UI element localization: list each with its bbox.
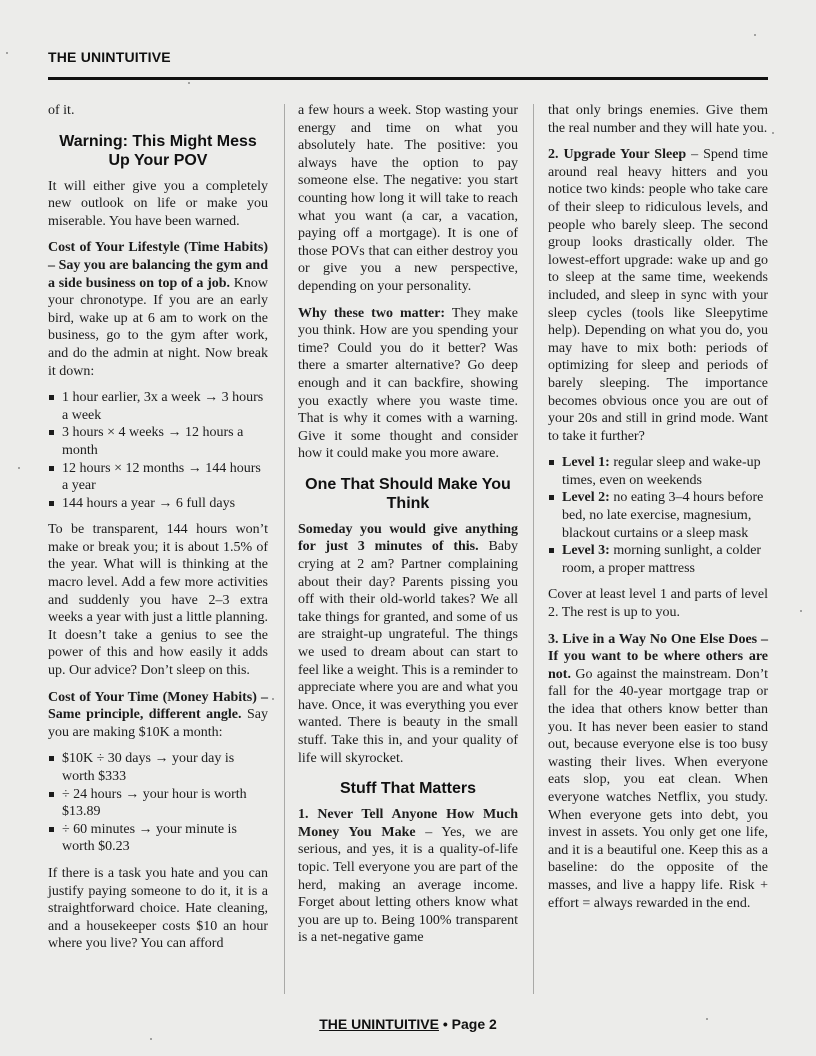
square-bullet-icon <box>49 756 54 761</box>
paragraph-task: If there is a task you hate and you can justify paying someone to do it, it is a straightforward choice. Hate cleaning, and a housekeeper costs $10 an hour where you live? You can afford <box>48 865 268 952</box>
list-item: Level 1: regular sleep and wake-up times, even on weekends <box>548 454 768 489</box>
body-text: – Spend time around real heavy hitters and you notice two kinds: people who take care of their sleep to ridiculous levels, and people who barely sleep. The second group looks drastically older. The lowest-effort upgrade: wake up and go to sleep at the same time, weekends included, and sleep in sync with your sleep cycles (tools like Sleepytime help). Depending on what you do, you may have to mix both: periods of optimizing for sleep and periods of barely sleeping. The importance becomes obvious once you are out of your 20s and still in grind mode. Want to take it further? <box>548 147 768 444</box>
masthead: THE UNINTUITIVE <box>48 49 171 65</box>
print-speck <box>18 467 20 469</box>
column-2 <box>298 102 518 956</box>
body-text: Know your chronotype. If you are an early bird, wake up at 6 am to work on the business, go to the gym after work, and do the admin at night. Now break it down: <box>48 275 268 379</box>
list-item: 144 hours a year → 6 full days <box>48 495 268 513</box>
paragraph-continuation: of it. <box>48 103 75 118</box>
paragraph-never-tell <box>298 806 518 947</box>
sleep-levels-list <box>548 454 768 577</box>
list-item: Level 2: no eating 3–4 hours before bed, no late exercise, magnesium, blackout curtains or a sleep mask <box>548 489 768 542</box>
heading-matters: Stuff That Matters <box>340 780 476 798</box>
lead-bold-text: 3. Live in a Way No One Else Does – If you want to be where others are not. <box>548 631 768 682</box>
paragraph-cost-time <box>48 689 268 742</box>
lead-bold-text: Someday you would give anything for just 3 minutes of this. <box>298 521 518 555</box>
print-speck <box>772 132 774 134</box>
paragraph-cost-lifestyle <box>48 239 268 380</box>
heading-think: One That Should Make You Think <box>305 475 511 512</box>
print-speck <box>6 52 8 54</box>
print-speck <box>188 82 190 84</box>
lead-bold-text: 2. Upgrade Your Sleep <box>548 147 687 163</box>
square-bullet-icon <box>49 792 54 797</box>
print-speck <box>800 610 802 612</box>
lead-bold-text: Cost of Your Lifestyle (Time Habits) – Say you are balancing the gym and a side business on top of a job. <box>48 240 268 291</box>
column-divider-2 <box>533 104 534 994</box>
column-1 <box>48 102 268 962</box>
paragraph-continuation: a few hours a week. Stop wasting your energy and time on what you absolutely hate. The positive: you always have the option to pay someone else. The negative: you start counting how long it will take to reach what you want (a car, a vacation, paying off a mortgage). It is one of those POVs that can either destroy you or give you a new perspective, depending on your personality. <box>298 103 518 294</box>
list-item: ÷ 60 minutes → your minute is worth $0.23 <box>48 821 268 856</box>
lead-bold-text: Why these two matter: <box>298 305 446 321</box>
square-bullet-icon <box>49 395 54 400</box>
money-breakdown-list <box>48 750 268 856</box>
print-speck <box>150 1038 152 1040</box>
column-divider-1 <box>284 104 285 994</box>
print-speck <box>272 698 274 700</box>
list-item: 1 hour earlier, 3x a week → 3 hours a week <box>48 389 268 424</box>
paragraph-warning: It will either give you a completely new outlook on life or make you miserable. You have been warned. <box>48 178 268 229</box>
header-rule <box>48 77 768 80</box>
print-speck <box>754 34 756 36</box>
footer-publication-name: THE UNINTUITIVE <box>319 1016 439 1032</box>
paragraph-why <box>298 305 518 463</box>
body-text: – Yes, we are serious, and yes, it is a quality-of-life topic. Tell everyone you are part of the herd, making an average income. Forget about letting others know what you are up to. Being 100% transparent is a net-negative game <box>298 824 518 946</box>
page-footer <box>0 1016 816 1032</box>
paragraph-sleep <box>548 146 768 445</box>
list-item: Level 3: morning sunlight, a colder room, a proper mattress <box>548 542 768 577</box>
body-text: Baby crying at 2 am? Partner complaining about their day? Parents pissing you off with their old-world takes? We all take things for granted, and some of us are straight-up ungrateful. The things we used to dream about can start to feel like a weight. This is a reminder to appreciate where you are and what you have. Once, it was everything you ever wanted. There is beauty in the small stuff. Take this in, and your quality of life will skyrocket. <box>298 539 519 766</box>
list-item: 3 hours × 4 weeks → 12 hours a month <box>48 424 268 459</box>
square-bullet-icon <box>49 430 54 435</box>
heading-warning: Warning: This Might Mess Up Your POV <box>59 132 257 169</box>
paragraph-continuation: that only brings enemies. Give them the real number and they will hate you. <box>548 103 768 136</box>
list-item: 12 hours × 12 months → 144 hours a year <box>48 460 268 495</box>
body-text: They make you think. How are you spending your time? Could you do it better? Was there a smarter alternative? Go deep enough and it can backfire, showing you exactly where you waste time. That is why it comes with a warning. Give it some thought and consider how it could make you more aware. <box>298 305 518 462</box>
paragraph-cover: Cover at least level 1 and parts of level 2. The rest is up to you. <box>548 587 768 621</box>
lead-bold-text: 1. Never Tell Anyone How Much Money You Make <box>298 807 518 840</box>
column-3 <box>548 102 768 921</box>
lead-bold-text: Cost of Your Time (Money Habits) – Same principle, different angle. <box>48 689 268 723</box>
list-item: $10K ÷ 30 days → your day is worth $333 <box>48 750 268 785</box>
square-bullet-icon <box>549 495 554 500</box>
body-text: Go against the mainstream. Don’t fall for the 40-year mortgage trap or the idea that others know better than you. It has never been easier to stand out, because everyone else is too busy wasting their lives. When everyone eats slop, you eat clean. When everyone watches Netflix, you study. When everyone gets into debt, you invest in assets. You only get one life, and it is a beautiful one. Keep this as a baseline: do the opposite of the masses, and live a happy life. Risk + effort = always rewarded in the end. <box>548 666 768 911</box>
footer-page-number: • Page 2 <box>438 1016 497 1032</box>
time-breakdown-list <box>48 389 268 512</box>
body-text: Say you are making $10K a month: <box>48 707 268 740</box>
print-speck <box>706 1018 708 1020</box>
square-bullet-icon <box>49 827 54 832</box>
paragraph-live <box>548 631 768 913</box>
square-bullet-icon <box>549 548 554 553</box>
paragraph-transparent: To be transparent, 144 hours won’t make or break you; it is about 1.5% of the year. What will is thinking at the macro level. Add a few more activities and suddenly you have 2–3 extra weeks a year with just a little planning. It doesn’t take a genius to see the power of this and how easily it adds up. Our advice? Don’t sleep on this. <box>48 522 268 679</box>
list-item: ÷ 24 hours → your hour is worth $13.89 <box>48 786 268 821</box>
square-bullet-icon <box>49 466 54 471</box>
paragraph-someday <box>298 521 518 767</box>
square-bullet-icon <box>49 501 54 506</box>
square-bullet-icon <box>549 460 554 465</box>
